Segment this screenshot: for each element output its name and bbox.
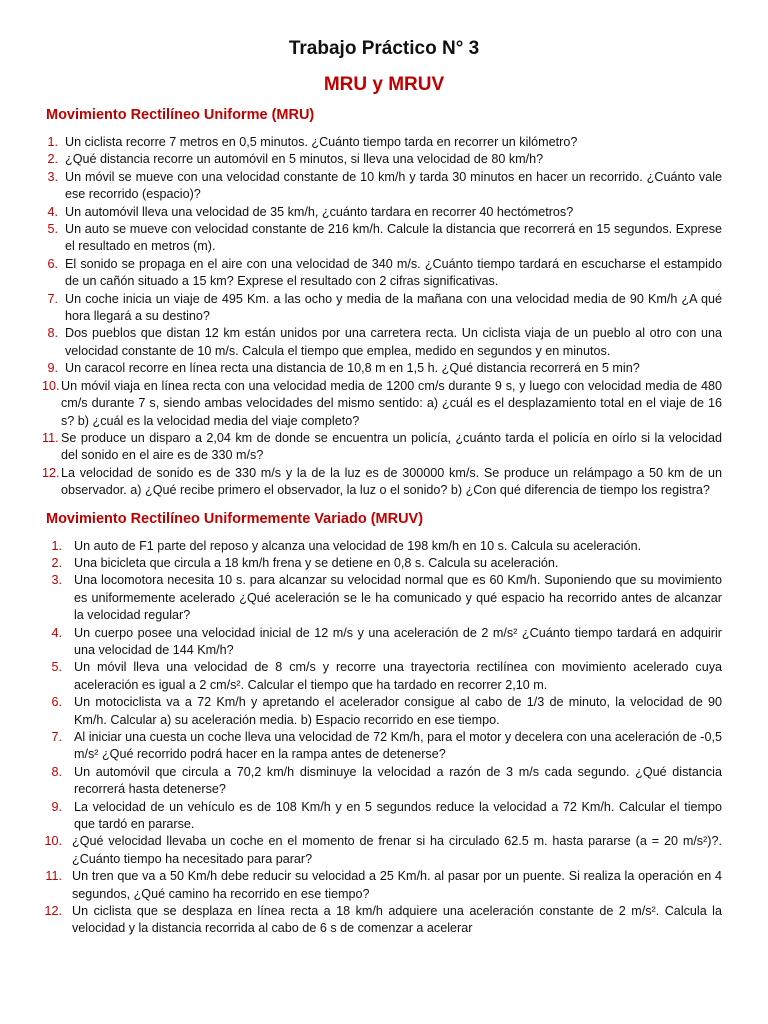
list-item (46, 868, 722, 903)
item-number: 7. (51, 730, 62, 744)
page-title: Trabajo Práctico N° 3 (288, 38, 480, 59)
item-text: El sonido se propaga en el aire con una velocidad de 340 m/s. ¿Cuánto tiempo tardará en escucharse el estampido de un cañón situado a 15 km? Exprese el resultado con 2 cifras significativas. (65, 256, 722, 289)
list-item (46, 221, 722, 256)
item-text: Un cuerpo posee una velocidad inicial de 12 m/s y una aceleración de 2 m/s² ¿Cuánto tiempo tardará en adquirir una velocidad de 144 Km/h? (74, 625, 722, 657)
item-text: Un ciclista que se desplaza en línea recta a 18 km/h adquiere una aceleración constante de 2 m/s². Calcula la velocidad y la distancia recorrida al cabo de 6 s de comenzar a acelerar (72, 904, 722, 936)
item-text: La velocidad de sonido es de 330 m/s y la de la luz es de 300000 km/s. Se produce un relámpago a 50 km de un observador. a) ¿Qué recibe primero el observador, la luz o el sonido? b) ¿Con qué diferencia de tiempo los registra? (61, 465, 722, 498)
item-number: 8. (51, 764, 62, 779)
item-number: 7. (47, 291, 58, 306)
list-item (46, 134, 722, 151)
item-number: 5. (51, 660, 62, 675)
item-number: 9. (51, 799, 62, 814)
item-number: 11. (45, 869, 62, 884)
list-item (46, 833, 722, 868)
item-text: Un auto de F1 parte del reposo y alcanza una velocidad de 198 km/h en 10 s. Calcula su aceleración. (74, 538, 642, 553)
item-number: 6. (47, 256, 58, 271)
list-item (46, 204, 722, 221)
list-item (46, 256, 722, 291)
item-text: Una locomotora necesita 10 s. para alcanzar su velocidad normal que es 60 Km/h. Suponiendo que su movimiento es uniformemente acelerado ¿Qué aceleración se le ha comunicado y qué espacio ha recorrido antes de alcanzar la velocidad regular? (74, 573, 722, 623)
section-heading-mru: Movimiento Rectilíneo Uniforme (MRU) (46, 107, 315, 123)
list-item (46, 538, 722, 555)
item-number: 11. (42, 430, 59, 445)
list-item (46, 151, 722, 168)
item-text: Un tren que va a 50 Km/h debe reducir su velocidad a 25 Km/h. al pasar por un puente. Si realiza la operación en 4 segundos, ¿Qué camino ha recorrido en ese tiempo? (72, 869, 722, 901)
list-item (46, 903, 722, 938)
item-text: Un móvil lleva una velocidad de 8 cm/s y recorre una trayectoria rectilínea con movimiento acelerado cuya aceleración es igual a 2 cm/s². Calcular el tiempo que ha tardado en recorrer 2,10 m. (74, 660, 722, 692)
list-item (46, 625, 722, 660)
item-text: Una bicicleta que circula a 18 km/h frena y se detiene en 0,8 s. Calcula su aceleración. (74, 555, 559, 570)
item-text: Un motociclista va a 72 Km/h y apretando el acelerador consigue al cabo de 1/3 de minuto, la velocidad de 90 Km/h. Calcular a) su aceleración media. b) Espacio recorrido en ese tiempo. (74, 695, 722, 727)
list-item (46, 572, 722, 624)
list-item (46, 169, 722, 204)
item-number: 3. (47, 169, 58, 184)
item-text: La velocidad de un vehículo es de 108 Km/h y en 5 segundos reduce la velocidad a 72 Km/h. Calcular el tiempo que tardó en pararse. (74, 799, 722, 832)
list-item (42, 465, 722, 500)
item-text: ¿Qué distancia recorre un automóvil en 5 minutos, si lleva una velocidad de 80 km/h? (65, 152, 544, 167)
list-item (46, 325, 722, 360)
list-item (46, 764, 722, 799)
list-item (46, 291, 722, 326)
item-text: Se produce un disparo a 2,04 km de donde se encuentra un policía, ¿cuánto tarda el policía en oírlo si la velocidad del sonido en el aire es de 330 m/s? (61, 430, 722, 463)
item-number: 10. (44, 834, 62, 849)
item-text: Un móvil viaja en línea recta con una velocidad media de 1200 cm/s durante 9 s, y luego con velocidad media de 480 cm/s durante 7 s, siendo ambas velocidades del mismo sentido: a) ¿cuál es el desplazamiento total en el viaje de 16 s? b) ¿cuál es la velocidad media del viaje completo? (61, 378, 722, 428)
list-item (46, 555, 722, 572)
item-text: Un ciclista recorre 7 metros en 0,5 minutos. ¿Cuánto tiempo tarda en recorrer un kilómetro? (65, 135, 578, 149)
list-item (46, 694, 722, 729)
item-number: 9. (47, 361, 58, 376)
item-number: 4. (47, 204, 58, 219)
item-text: ¿Qué velocidad llevaba un coche en el momento de frenar si ha circulado 62.5 m. hasta pararse (a = 20 m/s²)?. ¿Cuánto tiempo ha necesitado para parar? (72, 834, 722, 866)
item-text: Un automóvil que circula a 70,2 km/h disminuye la velocidad a razón de 3 m/s cada segundo. ¿Qué distancia recorrerá hasta detenerse? (74, 764, 722, 797)
item-number: 1. (51, 538, 62, 553)
section-heading-mruv: Movimiento Rectilíneo Uniformemente Variado (MRUV) (46, 510, 424, 527)
list-item (46, 729, 722, 764)
exercise-list-mru (42, 134, 722, 500)
item-number: 3. (51, 573, 62, 588)
item-number: 6. (51, 695, 62, 710)
item-text: Un automóvil lleva una velocidad de 35 km/h, ¿cuánto tardara en recorrer 40 hectómetros? (65, 204, 574, 219)
item-text: Un caracol recorre en línea recta una distancia de 10,8 m en 1,5 h. ¿Qué distancia recorrerá en 5 min? (65, 361, 640, 376)
item-number: 1. (47, 135, 58, 149)
list-item (42, 430, 722, 465)
item-number: 2. (51, 555, 62, 570)
item-number: 12. (44, 904, 62, 919)
item-number: 4. (51, 625, 62, 640)
item-text: Al iniciar una cuesta un coche lleva una velocidad de 72 Km/h, para el motor y decelera con una aceleración de -0,5 m/s² ¿Qué recorrido podrá hacer en la rampa antes de detenerse? (74, 730, 722, 762)
item-number: 8. (47, 326, 58, 341)
item-number: 12. (42, 465, 60, 480)
item-text: Un coche inicia un viaje de 495 Km. a las ocho y media de la mañana con una velocidad media de 90 Km/h ¿A qué hora llegará a su destino? (65, 291, 722, 324)
item-number: 5. (47, 222, 58, 237)
exercise-list-mruv (46, 538, 722, 938)
list-item (46, 360, 722, 377)
item-text: Dos pueblos que distan 12 km están unidos por una carretera recta. Un ciclista viaja de un pueblo al otro con una velocidad constante de 10 m/s. Calcula el tiempo que emplea, medido en segundos y en minutos. (65, 326, 722, 358)
list-item (42, 378, 722, 430)
page-subtitle: MRU y MRUV (323, 74, 445, 95)
list-item (46, 799, 722, 834)
item-number: 2. (47, 152, 58, 167)
list-item (46, 659, 722, 694)
item-text: Un móvil se mueve con una velocidad constante de 10 km/h y tarda 30 minutos en hacer un recorrido. ¿Cuánto vale ese recorrido (espacio)? (65, 169, 722, 202)
item-text: Un auto se mueve con velocidad constante de 216 km/h. Calcule la distancia que recorrerá en 15 segundos. Exprese el resultado en metros (m). (65, 222, 722, 254)
item-number: 10. (42, 378, 60, 393)
